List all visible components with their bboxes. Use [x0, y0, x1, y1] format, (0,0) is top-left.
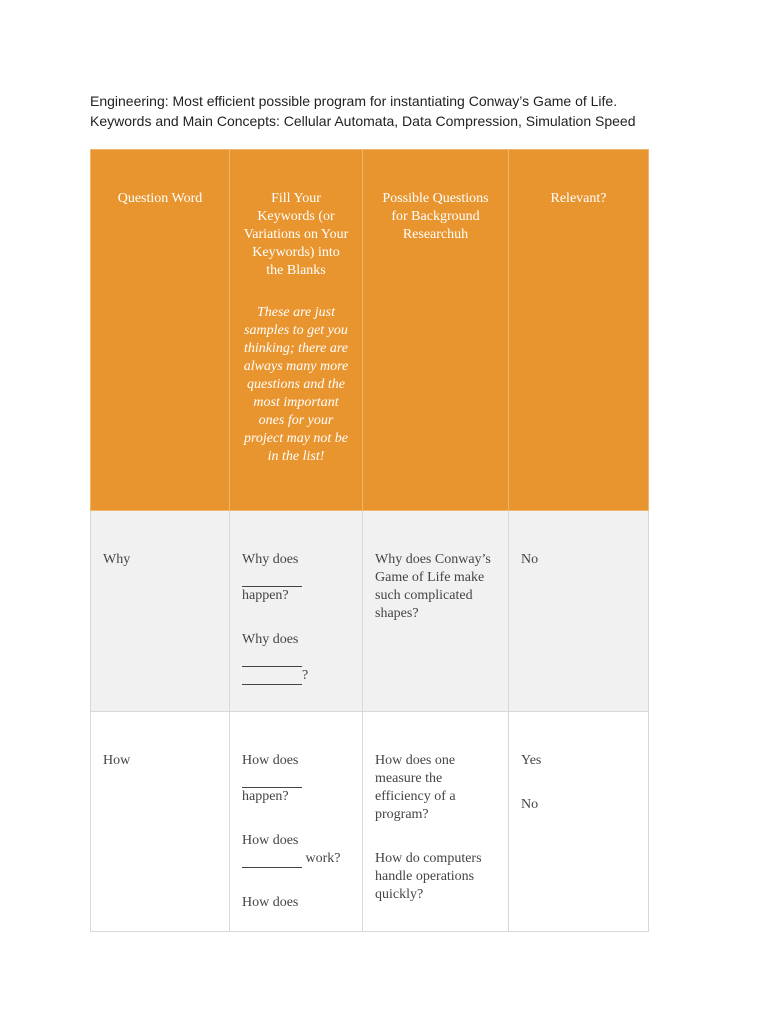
- header-fill-keywords: Fill Your Keywords (or Variations on Your Keywords) into the Blanks These are just samples to get you thinking; there are always many more questions and the most important ones for your project may not be in the list!: [230, 150, 363, 511]
- blank-line: [242, 652, 302, 667]
- cell-relevant: No: [509, 511, 649, 712]
- header-relevant: Relevant?: [509, 150, 649, 511]
- header-possible-questions: Possible Questions for Background Researchuh: [363, 150, 509, 511]
- blank-line: [242, 572, 302, 587]
- cell-question-word: Why: [91, 511, 230, 712]
- cell-keyword-templates: Why does happen? Why does ?: [230, 511, 363, 712]
- table-row: [91, 712, 649, 932]
- intro-text: [90, 91, 710, 131]
- cell-possible-questions: Why does Conway’s Game of Life make such complicated shapes?: [363, 511, 509, 712]
- cell-question-word: How: [91, 712, 230, 932]
- intro-line-keywords: Keywords and Main Concepts: Cellular Automata, Data Compression, Simulation Speed: [90, 113, 636, 129]
- cell-relevant: Yes No: [509, 712, 649, 932]
- header-question-word: Question Word: [91, 150, 230, 511]
- cell-keyword-templates: How does happen? How does work? How does: [230, 712, 363, 932]
- intro-line-project: Engineering: Most efficient possible program for instantiating Conway’s Game of Life.: [90, 93, 618, 109]
- blank-line: [242, 853, 302, 868]
- table-header-row: [91, 150, 649, 511]
- header-fill-note: These are just samples to get you thinking; there are always many more questions and the most important ones for your project may not be in the list!: [243, 305, 349, 464]
- blank-line: [242, 670, 302, 685]
- cell-possible-questions: How does one measure the efficiency of a program? How do computers handle operations quickly?: [363, 712, 509, 932]
- table-row: [91, 511, 649, 712]
- blank-line: [242, 773, 302, 788]
- research-questions-table: [90, 149, 649, 932]
